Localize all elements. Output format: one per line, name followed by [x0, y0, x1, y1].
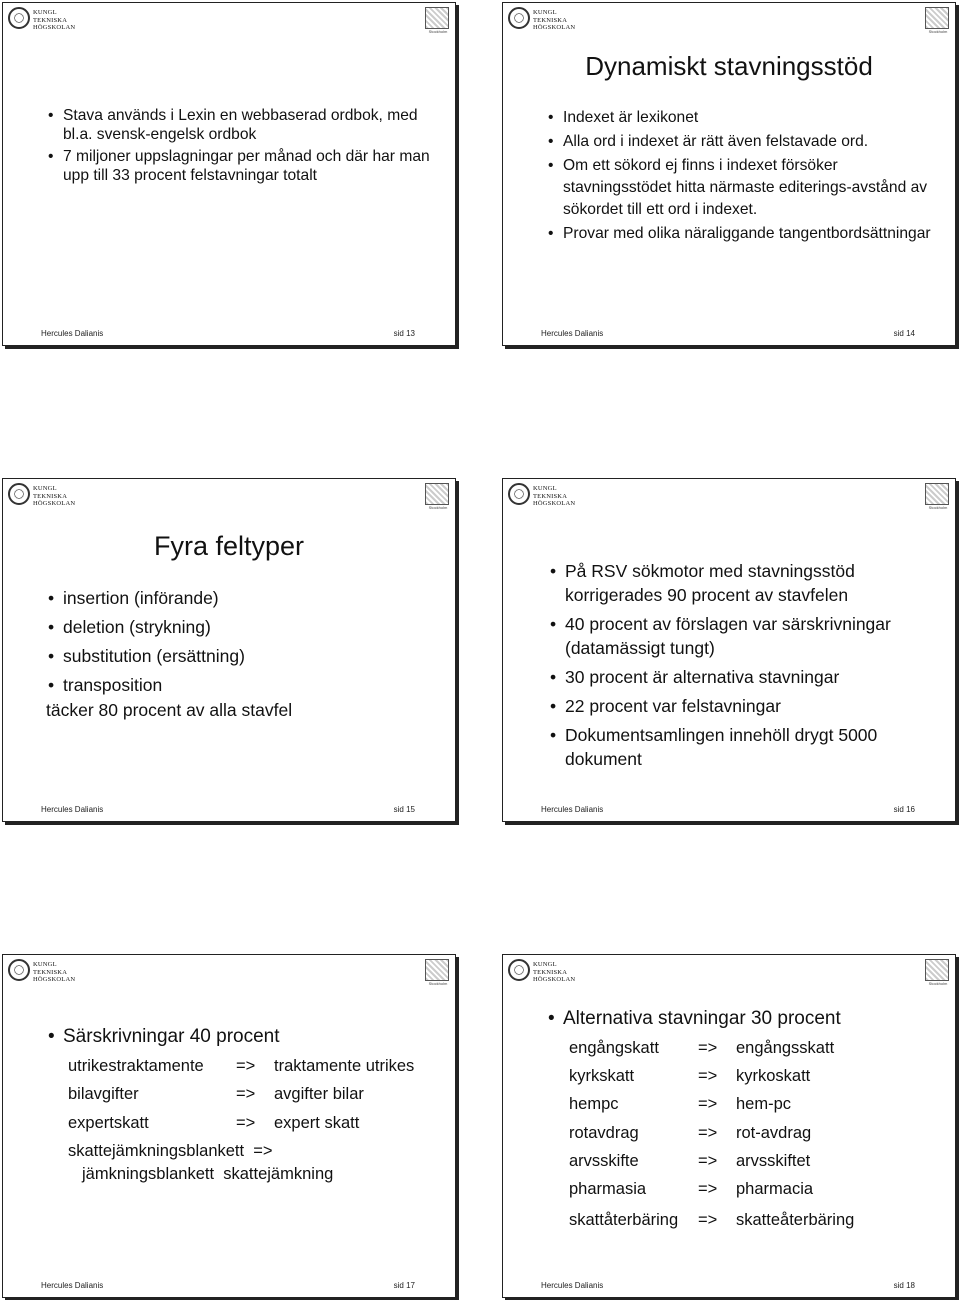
- bullet-list: [63, 584, 245, 700]
- kth-seal-icon: [8, 959, 30, 981]
- variant: pharmasia: [569, 1179, 647, 1198]
- kth-logo: [508, 483, 576, 511]
- slide-18: [502, 954, 956, 1298]
- footer-author: Hercules Dalianis: [41, 805, 104, 814]
- bullet-list: [565, 559, 945, 776]
- kth-seal-icon: [508, 959, 530, 981]
- bullet-item: • substitution (ersättning): [63, 642, 245, 671]
- footer-page-number: sid 17: [393, 1281, 415, 1290]
- kth-logo: [8, 483, 76, 511]
- kth-logo-line: TEKNISKA: [533, 16, 568, 24]
- misspelling: bilavgifter: [68, 1085, 139, 1104]
- bullet-item: • 30 procent är alternativa stavningar: [565, 665, 945, 689]
- standard-form: engångsskatt: [736, 1039, 835, 1057]
- lead-bullet: • Alternativa stavningar 30 procent: [563, 1008, 841, 1030]
- su-caption: Stockholm: [428, 505, 448, 510]
- misspelling: utrikestraktamente: [68, 1057, 204, 1075]
- footer-page-number: sid 15: [393, 805, 415, 814]
- bullet-item: • Provar med olika näraliggande tangentbordsättningar: [563, 223, 943, 245]
- bullet-item: • Alla ord i indexet är rätt även felstavade ord.: [563, 131, 943, 153]
- bullet-item: • Dokumentsamlingen innehöll drygt 5000 dokument: [565, 723, 945, 771]
- bullet-item: • Om ett sökord ej finns i indexet försöker stavningsstödet hitta närmaste editerings-avstånd av sökordet till ett ord i indexet.: [563, 155, 943, 221]
- kth-logo-line: TEKNISKA: [33, 968, 68, 976]
- su-caption: Stockholm: [928, 505, 948, 510]
- footer-author: Hercules Dalianis: [41, 1281, 104, 1290]
- arrow: =>: [236, 1113, 256, 1132]
- kth-logo-line: HÖGSKOLAN: [33, 24, 76, 31]
- kth-logo-line: TEKNISKA: [533, 968, 568, 976]
- footer-page-number: sid 14: [893, 329, 915, 338]
- bullet-item: • 22 procent var felstavningar: [565, 694, 945, 718]
- bullet-item: • Stava används i Lexin en webbaserad ordbok, med bl.a. svensk-engelsk ordbok: [63, 107, 443, 144]
- footer-page-number: sid 13: [393, 329, 415, 338]
- correction-continued: jämkningsblankett skattejämkning: [82, 1165, 334, 1183]
- footer-author: Hercules Dalianis: [541, 329, 604, 338]
- slide-14: [502, 2, 956, 346]
- bullet-item: • transposition: [63, 671, 245, 700]
- footer-page-number: sid 16: [893, 805, 915, 814]
- kth-logo-line: TEKNISKA: [33, 16, 68, 24]
- kth-seal-icon: [508, 7, 530, 29]
- su-logo: [425, 7, 451, 35]
- kth-logo: [8, 7, 76, 35]
- arrow: =>: [698, 1179, 718, 1198]
- su-logo: [425, 959, 451, 987]
- kth-logo-line: KUNGL: [533, 961, 557, 968]
- standard-form: pharmacia: [736, 1179, 814, 1198]
- slide-16: [502, 478, 956, 822]
- kth-logo: [508, 7, 576, 35]
- standard-form: arvsskiftet: [736, 1151, 811, 1170]
- footer-page-number: sid 18: [893, 1281, 915, 1290]
- variant: skattåterbäring: [569, 1211, 679, 1230]
- slide-title: Fyra feltyper: [153, 531, 305, 561]
- standard-form: skatteåterbäring: [736, 1211, 855, 1230]
- slide-17: [2, 954, 456, 1298]
- kth-logo-line: KUNGL: [33, 485, 57, 492]
- kth-seal-icon: [8, 483, 30, 505]
- variant: kyrkskatt: [569, 1067, 635, 1086]
- slide-title: Dynamiskt stavningsstöd: [585, 51, 873, 81]
- su-logo: [925, 959, 951, 987]
- lead-bullet: • Särskrivningar 40 procent: [63, 1026, 280, 1048]
- arrow: =>: [698, 1039, 718, 1057]
- footer-author: Hercules Dalianis: [541, 805, 604, 814]
- kth-logo-line: KUNGL: [33, 9, 57, 16]
- su-logo: [925, 7, 951, 35]
- bullet-item: • insertion (införande): [63, 584, 245, 613]
- footer-author: Hercules Dalianis: [541, 1281, 604, 1290]
- crest-icon: [425, 483, 449, 505]
- bullet-item: • 40 procent av förslagen var särskrivningar (datamässigt tungt): [565, 612, 945, 660]
- kth-seal-icon: [8, 7, 30, 29]
- kth-logo-line: TEKNISKA: [533, 492, 568, 500]
- su-caption: Stockholm: [928, 29, 948, 34]
- su-logo: [425, 483, 451, 511]
- slide-15: [2, 478, 456, 822]
- bullet-item: • deletion (strykning): [63, 613, 245, 642]
- bullet-item: • 7 miljoner uppslagningar per månad och där har man upp till 33 procent felstavningar totalt: [63, 148, 443, 185]
- crest-icon: [925, 483, 949, 505]
- correction: traktamente utrikes: [274, 1057, 415, 1075]
- kth-logo-line: KUNGL: [533, 9, 557, 16]
- kth-logo-line: HÖGSKOLAN: [533, 24, 576, 31]
- standard-form: rot-avdrag: [736, 1123, 812, 1142]
- arrow: =>: [698, 1151, 718, 1170]
- crest-icon: [925, 959, 949, 981]
- arrow: =>: [236, 1057, 256, 1075]
- kth-logo: [8, 959, 76, 987]
- standard-form: kyrkoskatt: [736, 1067, 811, 1086]
- footer-author: Hercules Dalianis: [41, 329, 104, 338]
- arrow: =>: [236, 1085, 256, 1104]
- correction: expert skatt: [274, 1113, 360, 1132]
- arrow: =>: [698, 1123, 718, 1142]
- variant: rotavdrag: [569, 1123, 639, 1142]
- bullet-item: • Indexet är lexikonet: [563, 107, 943, 129]
- su-caption: Stockholm: [428, 981, 448, 986]
- kth-logo-line: HÖGSKOLAN: [533, 500, 576, 507]
- arrow: =>: [698, 1067, 718, 1086]
- su-caption: Stockholm: [928, 981, 948, 986]
- bullet-list: [563, 107, 943, 247]
- summary-text: täcker 80 procent av alla stavfel: [46, 700, 293, 720]
- misspelling: skattejämkningsblankett =>: [68, 1141, 273, 1160]
- variant: engångskatt: [569, 1039, 659, 1057]
- kth-logo-line: HÖGSKOLAN: [533, 976, 576, 983]
- kth-logo: [508, 959, 576, 987]
- misspelling: expertskatt: [68, 1113, 149, 1132]
- bullet-list: [63, 107, 443, 189]
- standard-form: hem-pc: [736, 1095, 792, 1114]
- variant: hempc: [569, 1095, 619, 1114]
- slide-13: [2, 2, 456, 346]
- crest-icon: [425, 7, 449, 29]
- crest-icon: [925, 7, 949, 29]
- kth-logo-line: TEKNISKA: [33, 492, 68, 500]
- kth-logo-line: HÖGSKOLAN: [33, 976, 76, 983]
- variant: arvsskifte: [569, 1151, 639, 1170]
- kth-logo-line: HÖGSKOLAN: [33, 500, 76, 507]
- kth-logo-line: KUNGL: [533, 485, 557, 492]
- bullet-item: • På RSV sökmotor med stavningsstöd korrigerades 90 procent av stavfelen: [565, 559, 945, 607]
- su-caption: Stockholm: [428, 29, 448, 34]
- kth-seal-icon: [508, 483, 530, 505]
- correction: avgifter bilar: [274, 1085, 364, 1104]
- crest-icon: [425, 959, 449, 981]
- su-logo: [925, 483, 951, 511]
- arrow: =>: [698, 1211, 718, 1230]
- kth-logo-line: KUNGL: [33, 961, 57, 968]
- arrow: =>: [698, 1095, 718, 1114]
